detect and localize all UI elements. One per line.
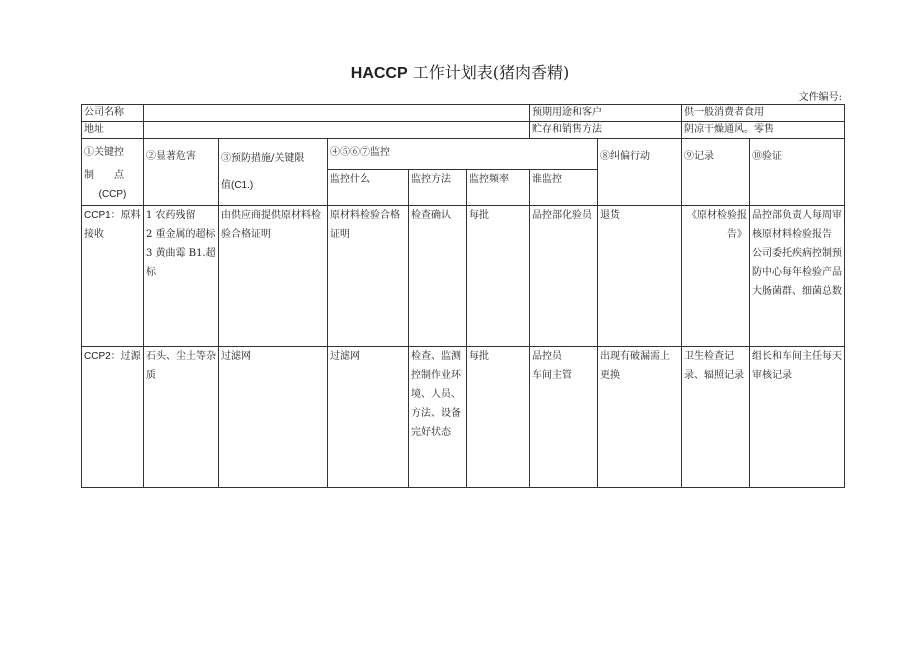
row2-who-2: 车间主管 (532, 370, 572, 381)
row2-method: 检查、监测控制作业环境、人员、方法、设备完好状态 (409, 347, 467, 488)
row1-what: 原材料检验合格证明 (328, 206, 409, 347)
header-monitor-method: 监控方法 (409, 170, 467, 206)
address-label: 地址 (82, 122, 144, 139)
row1-corrective: 退货 (598, 206, 682, 347)
address-value (144, 122, 530, 139)
header-verify (750, 139, 845, 206)
header-row-1 (82, 139, 845, 170)
header-ccp (82, 139, 144, 206)
row1-verify-2: 公司委托疾病控制预防中心每年检验产品大肠菌群、细菌总数 (752, 248, 842, 297)
company-value (144, 105, 530, 122)
info-row-1 (82, 105, 845, 122)
row1-who: 品控部化验员 (530, 206, 598, 347)
haccp-table (81, 104, 845, 488)
info-row-2 (82, 122, 845, 139)
doc-number-label: 文件编号: (798, 92, 842, 103)
header-monitor-who: 谁监控 (530, 170, 598, 206)
header-corrective-text: ⑧纠偏行动 (600, 151, 650, 162)
row2-who (530, 347, 598, 488)
row2-corrective: 出现有破漏需上更换 (598, 347, 682, 488)
row1-hazard-3: 3 黄曲霉 B1.超标 (146, 248, 216, 278)
row1-freq: 每批 (467, 206, 530, 347)
row1-hazard (144, 206, 219, 347)
header-measures-line1: ③预防措施/关键限 (221, 153, 305, 164)
header-measures-line2: 值(C1.) (221, 180, 254, 191)
intended-use-label: 预期用途和客户 (530, 105, 682, 122)
header-monitor-freq: 监控频率 (467, 170, 530, 206)
row2-measures: 过滤网 (219, 347, 328, 488)
row2-what: 过滤网 (328, 347, 409, 488)
header-record-text: ⑨记录 (684, 151, 714, 162)
row1-method: 检查确认 (409, 206, 467, 347)
header-ccp-line1: ①关键控 (84, 147, 124, 158)
row2-ccp: CCP2：过源 (82, 347, 144, 488)
row2-record: 卫生检查记录、辐照记录 (682, 347, 750, 488)
row1-hazard-1: 1 农药残留 (146, 210, 196, 221)
row1-measures: 由供应商提供原材料检验合格证明 (219, 206, 328, 347)
row2-verify: 组长和车间主任每天审核记录 (750, 347, 845, 488)
title-rest: 工作计划表(猪肉香精) (407, 63, 570, 82)
header-measures (219, 139, 328, 206)
header-monitor-text: ④⑤⑥⑦监控 (330, 147, 390, 158)
company-label: 公司名称 (82, 105, 144, 122)
title-prefix: HACCP (350, 65, 408, 82)
row1-ccp: CCP1：原料接收 (82, 206, 144, 347)
header-monitor (328, 139, 598, 170)
header-hazard (144, 139, 219, 206)
row1-hazard-2: 2 重金属的超标 (146, 229, 216, 240)
header-verify-text: ⑩验证 (752, 151, 782, 162)
storage-value: 阴凉干燥通风。零售 (682, 122, 845, 139)
row1-verify (750, 206, 845, 347)
header-ccp-line2: 制 点 (84, 170, 124, 181)
header-record (682, 139, 750, 206)
table-row (82, 347, 845, 488)
row2-hazard: 石头、尘土等杂质 (144, 347, 219, 488)
header-hazard-text: ②显著危害 (146, 151, 196, 162)
row1-record: 《原材检验报告》 (682, 206, 750, 347)
page-title (0, 60, 920, 83)
row2-freq: 每批 (467, 347, 530, 488)
intended-use-value: 供一般消费者食用 (682, 105, 845, 122)
header-ccp-line3: (CCP) (98, 189, 127, 200)
header-monitor-what: 监控什么 (328, 170, 409, 206)
row1-verify-1: 品控部负责人每周审核原材料检验报告 (752, 210, 842, 240)
storage-label: 贮存和销售方法 (530, 122, 682, 139)
row2-who-1: 品控员 (532, 351, 562, 362)
table-row (82, 206, 845, 347)
header-corrective (598, 139, 682, 206)
